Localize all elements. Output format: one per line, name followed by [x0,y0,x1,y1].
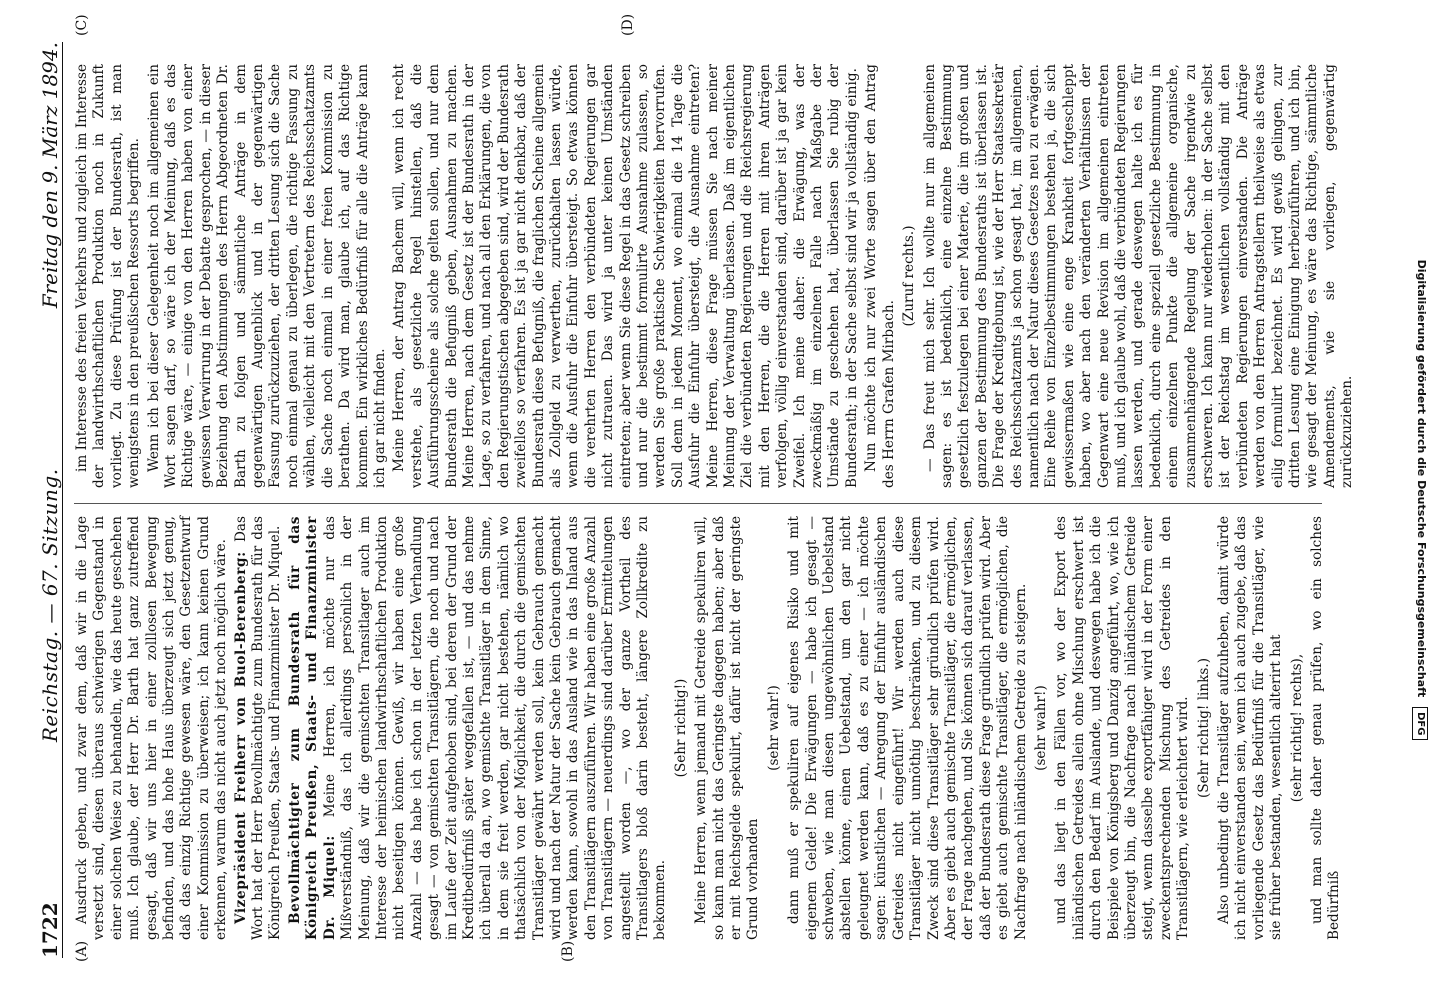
column-divider [74,503,1322,504]
paragraph: dann muß er spekuliren auf eigenes Risiko und mit eigenem Gelde! Die Erwägungen — habe ich gesagt — schweben, wie man diesen ungewöhnlichen Uebelstand abstellen könne, einen Uebelstand, um den gar nicht geleugnet werden kann, daß es zu einer — ich möchte sagen: künstlichen — Anregung der Einfuhr ausländischen Getreides nicht eingeführt! Wir werden auch diese Transitläger nicht unnöthig beschränken, und zu diesem Zweck sind diese Transitläger sehr gründlich prüfen wird. Aber es giebt auch gemischte Transitläger, die ermöglichen, der Frage nachgehen, und Sie können sich darauf verlassen, daß der Bundesrath diese Frage gründlich prüfen wird. Aber es giebt auch gemischte Transitläger, die ermöglichen, die Nachfrage nach inländischem Getreide zu steigern. [786,516,1029,940]
speaker-paragraph [287,516,670,940]
speaker-paragraph [233,516,285,940]
left-text-column [74,516,1343,940]
dfg-logo: DFG [1412,707,1428,740]
paragraph: Ausdruck geben, und zwar dem, daß wir in die Lage versetzt sind, diesen überaus schwierigen Gegenstand in einer solchen Weise zu behandeln, wie das heute geschehen muß. Ich glaube, der Herr Dr. Barth hat ganz zutreffend gesagt, daß wir uns hier in einer zolllosen Bewegung befinden, und das hohe Haus überzeugt sich jetzt genug, daß das einzig Richtige gewesen wäre, den Gesetzentwurf einer Kommission zu überweisen; ich kann keinen Grund erkennen, warum das nicht auch jetzt noch möglich wäre. [74,516,230,940]
paragraph: Wenn ich bei dieser Gelegenheit noch im allgemeinen ein Wort sagen darf, so wäre ich der Meinung, daß es das Richtige wäre, — einige von den Herren haben von einer gewissen Verwirrung in der Debatte gesprochen, — in dieser Beziehung den Abstimmungen des Herrn Abgeordneten Dr. Barth zu folgen und sämmtliche Anträge in dem gegenwärtigen Augenblick und in der gegenwärtigen Fassung zurückzuziehen, der dritten Lesung sich die Sache noch einmal genau zu überlegen, die richtige Fassung zu wählen, vielleicht mit den Vertretern des Reichsschatzamts die Sache noch einmal in einer freien Kommission zu berathen. Da wird man, glaube ich, auf das Richtige kommen. Ein wirkliches Bedürfniß für alle die Anträge kann ich gar nicht finden. [145,64,388,488]
interjection: (sehr wahr!) [765,685,782,771]
paragraph: — Das freut mich sehr. Ich wollte nur im allgemeinen sagen: es ist bedenklich, eine einzelne Bestimmung gesetzlich festzulegen bei einer Materie, die im großen und ganzen der Bestimmung des Bundesraths ist überlassen ist. Die Frage der Kreditgebung ist, wie der Herr Staatssekretär des Reichsschatzamts ja schon gesagt hat, im allgemeinen, namentlich nach der Natur dieses Gesetzes neu zu erwägen. Eine Reihe von Einzelbestimmungen bestehen ja, die sich gewissermaßen wie eine enge Krankheit fortgeschleppt haben, wo aber nach den veränderten Verhältnissen der Gegenwart eine neue Revision im allgemeinen eintreten muß, und ich glaube wohl, daß die verbündeten Regierungen lassen werden, und gerade deswegen halte ich es für bedenklich, durch eine speziell gesetzliche Bestimmung in einem einzelnen Punkte die allgemeine organische, zusammenhängende Regelung der Sache irgendwie zu erschweren. Ich kann nur wiederholen: in der Sache selbst ist der Reichstag im wesentlichen vollständig mit den verbündeten Regierungen einverstanden. Die Anträge werden von den Herren Antragstellern theilweise als etwas eilig formulirt bezeichnet. Es wird gewiß gelingen, zur dritten Lesung eine Einigung herbeizuführen, und ich bin, wie gesagt der Meinung, es wäre das Richtige, sämmtliche Amendements, wie sie vorliegen, gegenwärtig zurückzuziehen. [921,64,1356,488]
page-number: 1722 [38,902,62,958]
paragraph: Nun möchte ich nur zwei Worte sagen über den Antrag des Herrn Grafen Mirbach. [863,64,897,488]
right-text-column [74,64,1356,488]
speech-text: Das Wort hat der Herr Bevollmächtigte zum Bundesrath für das Königreich Preußen, Staats- und Finanzminister Dr. Miquel. [232,516,284,940]
speech-text: Meine Herren, ich möchte nur das Mißverständniß, das ich allerdings persönlich in der Meinung, daß wir die gemischten Transitlager auch im Interesse der heimischen landwirthschaftlichen Produktion nicht beseitigen können. Gewiß, wir haben eine große Anzahl — das habe ich schon in der letzten Verhandlung gesagt — von gemischten Transitlägern, die noch und nach im Laufe der Zeit aufgehoben sind, bei deren der Grund der Kreditbedürfniß später weggefallen ist, — und das nehme ich überall da an, wo gemischte Transitläger in dem Sinne, in dem sie freit werden, gar nicht bestehen, nämlich wo thatsächlich von der Möglichkeit, die durch die gemischten Transitläger gewährt werden soll, kein Gebrauch gemacht wird und nach der Natur der Sache kein Gebrauch gemacht werden kann, sowohl in das Ausland wie in das Inland aus den Transitlägern auszuführen. Wir haben eine große Anzahl von Transitlägern — neuerdings sind darüber Ermittelungen angestellt worden —, wo der ganze Vortheil des Transitlagers bloß darin besteht, längere Zollkredite zu bekommen. [321,516,669,940]
session-title: Reichstag. — 67. Sitzung. [38,468,62,743]
session-date: Freitag den 9. März 1894. [38,42,62,309]
speaker-name: Vizepräsident Freiherr von Buol-Berenberg: [232,541,249,924]
digitization-strip [1410,0,1432,1000]
digitization-note: Digitalisierung gefördert durch die Deutsche Forschungsgemeinschaft [1415,259,1428,698]
interjection: (Sehr richtig!) [672,678,689,778]
page-header [34,42,63,958]
paragraph: im Interesse des freien Verkehrs und zugleich im Interesse der landwirthschaftlichen Produktion noch in Zukunft vorliegt. Zu diese Prüfung ist der Bundesrath, ist man wenigstens in den preußischen Ressorts begriffen. [74,64,143,488]
margin-marker-b: (B) [560,940,576,962]
paragraph: und das liegt in den Fällen vor, wo der Export des inländischen Getreides allein ohne Mischung erschwert ist durch den Bedarf im Auslande, und deswegen habe ich die Beispiele von Königsberg und Danzig angeführt, wo, wie ich überzeugt bin, die Nachfrage nach inländischem Getreide steigt, wenn dasselbe exportfähiger wird in der Form einer zweckentsprechenden Mischung des Getreides in den Transitlägern, wie erleichtert wird. [1053,516,1192,940]
margin-marker-a: (A) [74,940,90,962]
margin-marker-d: (D) [620,13,636,36]
paragraph: und man sollte daher genau prüfen, wo ein solches Bedürfniß [1309,516,1343,940]
interjection: (sehr wahr!) [1032,685,1049,771]
interjection: (sehr richtig! rechts), [1288,653,1305,803]
interjection: (Zuruf rechts.) [901,225,918,327]
interjection: (Sehr richtig! links.) [1195,657,1212,799]
paragraph: Also unbedingt die Transitläger aufzuheben, damit würde ich nicht einverstanden sein, wenn ich auch zugebe, daß das vorliegende Gesetz das Bedürfniß für die Transitläger, wie sie früher bestanden, wesentlich alterirt hat [1216,516,1285,940]
margin-marker-c: (C) [74,14,90,36]
paragraph: Meine Herren, wenn jemand mit Getreide spekuliren will, so kann man nicht das Geringste dagegen haben; aber daß er mit Reichsgelde spekulirt, dafür ist nicht der geringste Grund vorhanden [693,516,762,940]
speaker-name: Bevollmächtigter zum Bundesrath für das Königreich Preußen, Staats- und Finanzminister Dr. Miquel: [286,516,338,940]
paragraph: Meine Herren, der Antrag Bachem will, wenn ich recht verstehe, als gesetzliche Regel hinstellen, daß die Ausführungsscheine als solche gelten sollen, und nur dem Bundesrath die Befugniß geben, Ausnahmen zu machen. Meine Herren, nach dem Gesetz ist der Bundesrath in der Lage, so zu verfahren, und nach all den Erklärungen, die von den Regierungstischen abgegeben sind, wird der Bundesrath zweifellos so verfahren. Es ist ja gar nicht denkbar, daß der Bundesrath diese Befugniß, die fraglichen Scheine allgemein als Zollgeld zu verwerthen, zurückhalten lassen würde, wenn die Ausfuhr die Einfuhr übersteigt. So etwas können die verehrten Herren den verbündeten Regierungen gar nicht zutrauen. Das wird ja unter keinen Umständen eintreten; aber wenn Sie diese Regel in das Gesetz schreiben und nur die bestimmt formulirte Ausnahme zulassen, so werden Sie große praktische Schwierigkeiten hervorrufen. Soll denn in jedem Moment, wo einmal die 14 Tage die Ausfuhr die Einfuhr übersteigt, die Ausnahme eintreten? Meine Herren, diese Frage müssen Sie nach meiner Meinung der Verwaltung überlassen. Daß im eigentlichen Ziel die verbündeten Regierungen und die Reichsregierung mit den Herren, die die Herren mit ihren Anträgen verfolgen, völlig einverstanden sind, darüber ist ja gar kein Zweifel. Ich meine daher: die Erwägung, was der zweckmäßig im einzelnen Falle nach Maßgabe der Umstände zu geschehen hat, überlassen Sie rubig der Bundesrath; in der Sache selbst sind wir ja vollständig einig. [391,64,860,488]
